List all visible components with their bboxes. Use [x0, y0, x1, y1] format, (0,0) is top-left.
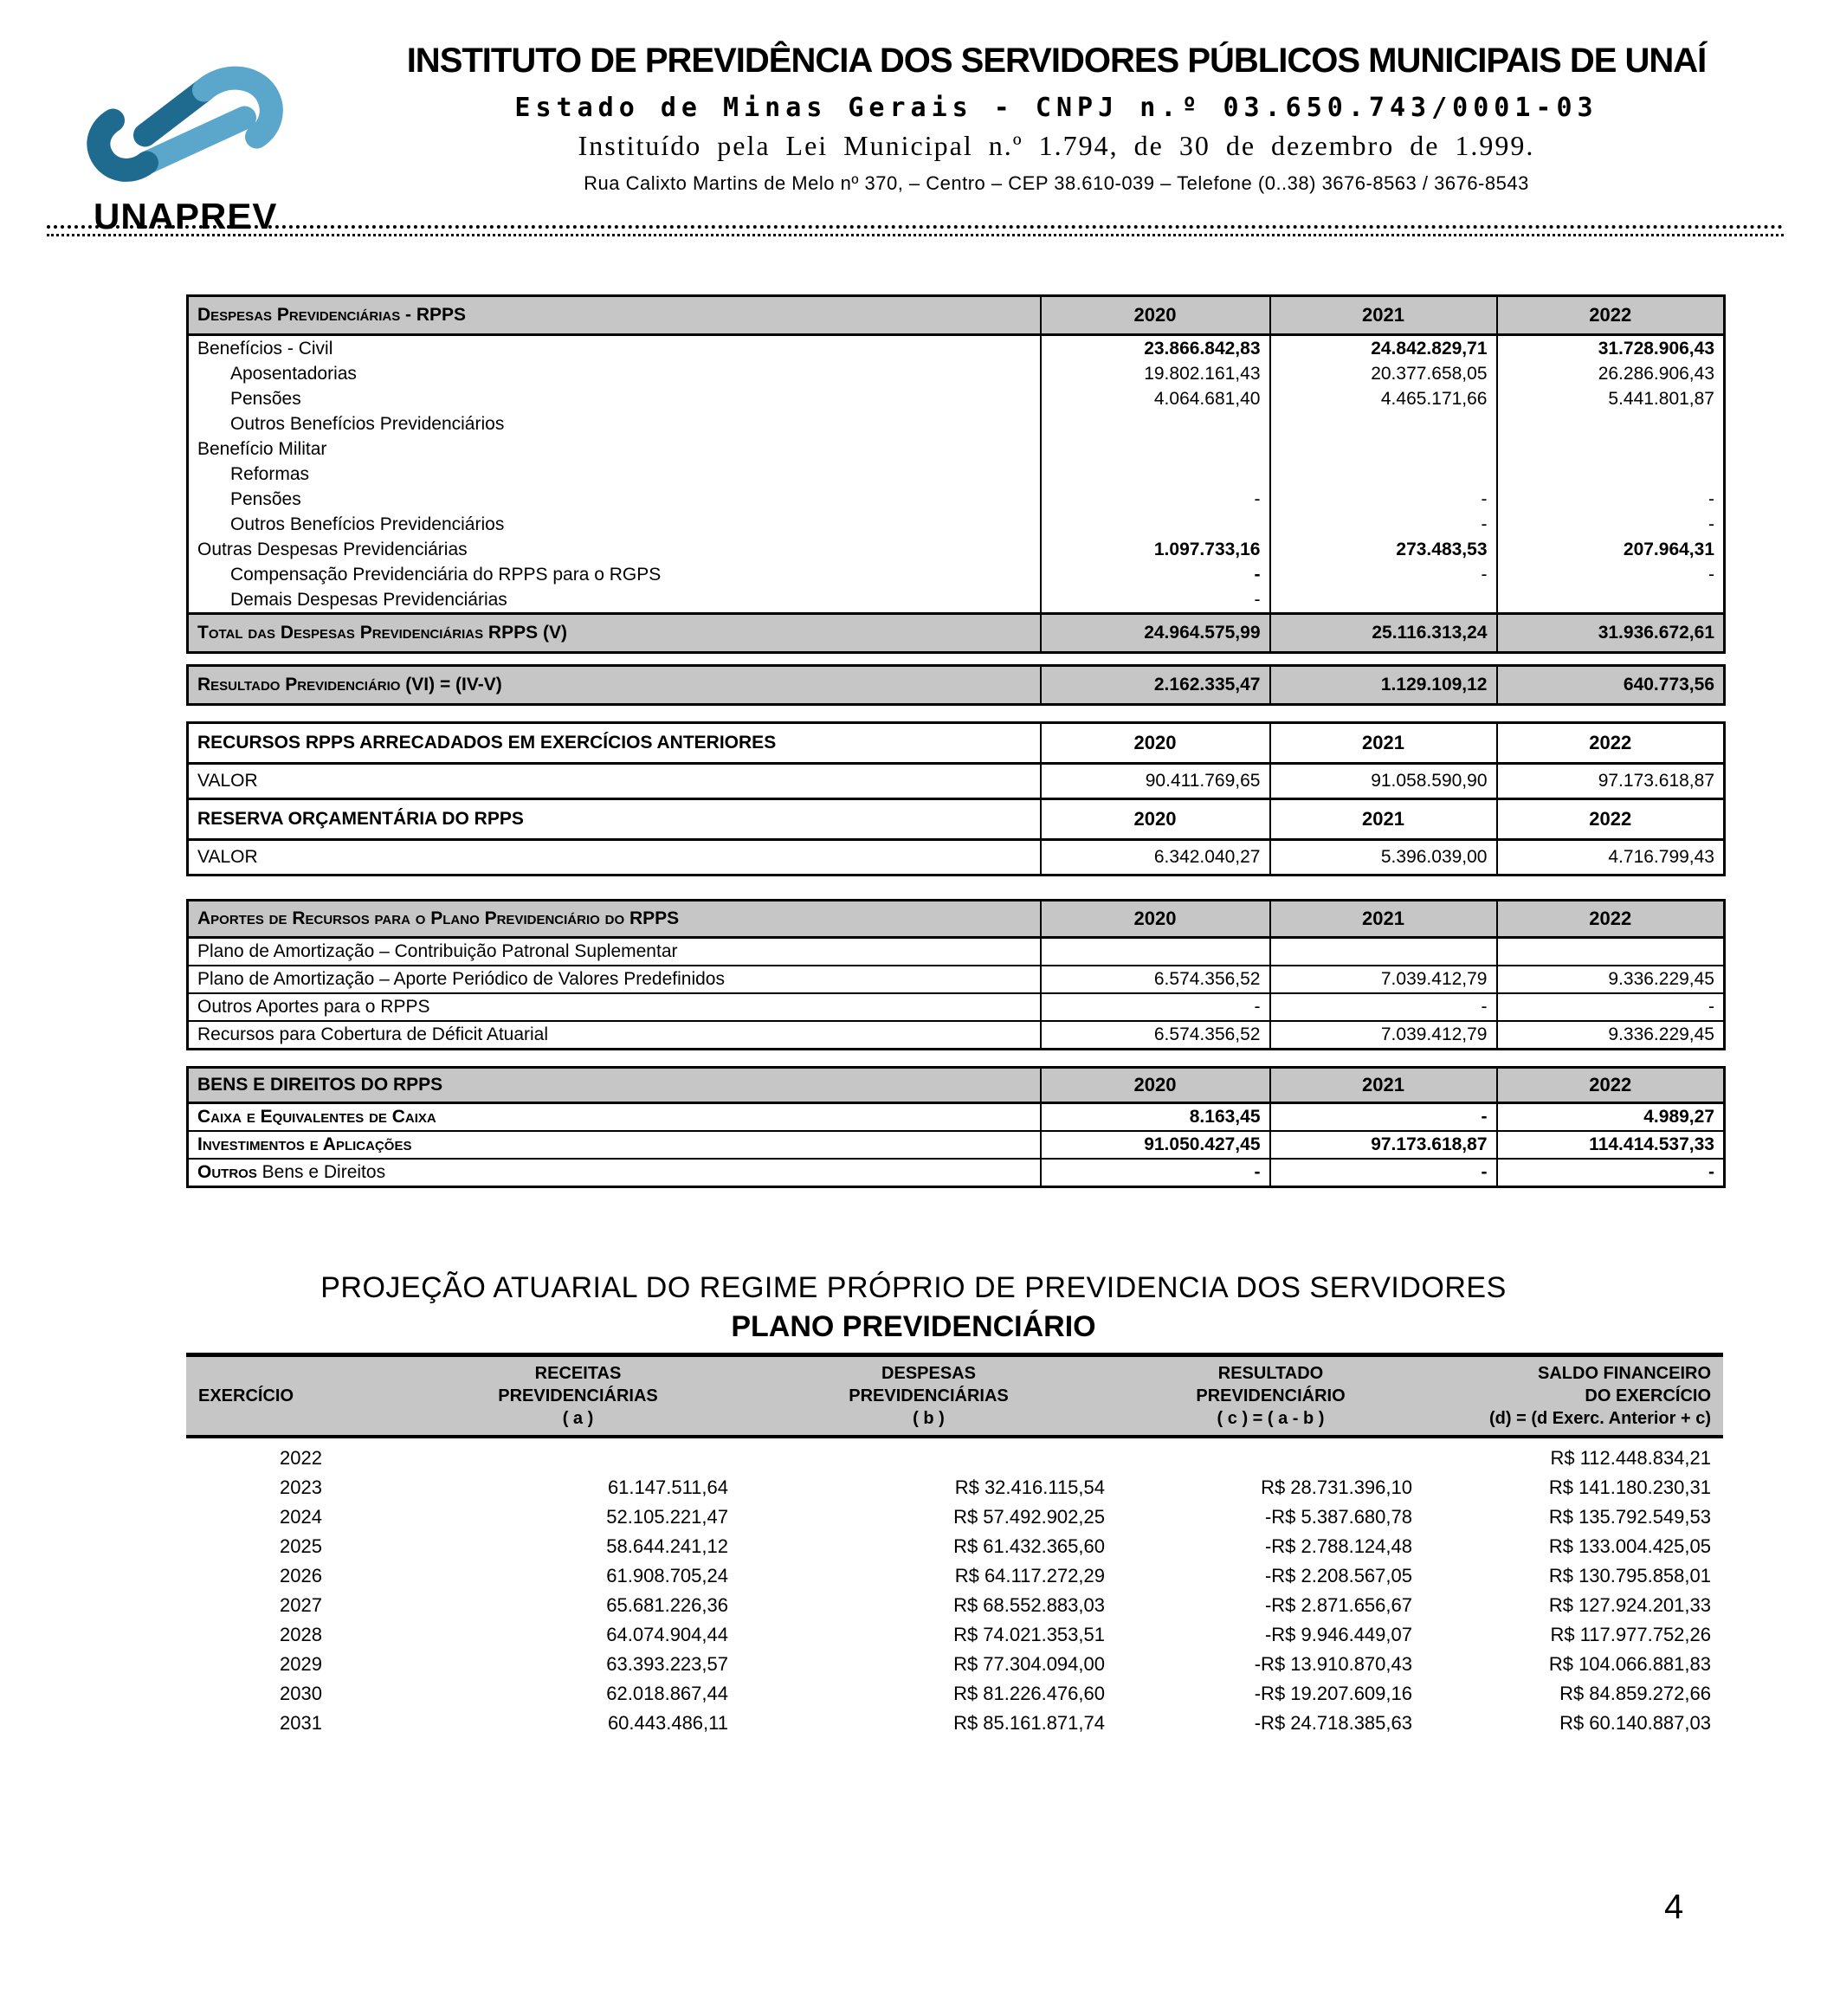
- despesas-cell: R$ 57.492.902,25: [953, 1506, 1105, 1528]
- org-name: INSTITUTO DE PREVIDÊNCIA DOS SERVIDORES PÚBLICOS MUNICIPAIS DE UNAÍ: [406, 42, 1707, 80]
- value-cell: 24.842.829,71: [1270, 335, 1497, 362]
- value-cell: 8.163,45: [1041, 1103, 1270, 1132]
- row-label: VALOR: [188, 764, 1041, 799]
- projection-title: PROJEÇÃO ATUARIAL DO REGIME PRÓPRIO DE PREVIDENCIA DOS SERVIDORES: [320, 1271, 1507, 1304]
- year-header: 2022: [1497, 799, 1725, 840]
- year-header: 2021: [1270, 296, 1497, 335]
- table-row: [188, 562, 1725, 587]
- value-cell: -: [1270, 512, 1497, 537]
- total-value: 24.964.575,99: [1041, 614, 1270, 653]
- table-title: BENS E DIREITOS DO RPPS: [188, 1068, 1041, 1103]
- receitas-cell: 62.018.867,44: [606, 1683, 728, 1704]
- value-cell: -: [1497, 487, 1725, 512]
- projection-row: [186, 1591, 1723, 1620]
- despesas-cell: R$ 61.432.365,60: [953, 1535, 1105, 1557]
- row-label: Plano de Amortização – Contribuição Patronal Suplementar: [188, 938, 1041, 966]
- table-header-row: [188, 799, 1725, 840]
- value-cell: [1041, 411, 1270, 436]
- value-cell: 5.441.801,87: [1497, 386, 1725, 411]
- header-line: ( b ): [913, 1409, 945, 1428]
- value-cell: -: [1497, 562, 1725, 587]
- despesas-cell: R$ 85.161.871,74: [953, 1712, 1105, 1734]
- projection-table: [186, 1353, 1723, 1738]
- year-cell: 2029: [280, 1653, 322, 1675]
- despesas-table: [186, 294, 1726, 654]
- state-cnpj-line: Estado de Minas Gerais - CNPJ n.º 03.650.743/0001-03: [514, 93, 1598, 123]
- col-header-resultado: [1117, 1355, 1424, 1438]
- row-label: Outros Benefícios Previdenciários: [188, 411, 1041, 436]
- table-row: [188, 462, 1725, 487]
- value-cell: [1270, 587, 1497, 614]
- value-cell: -: [1497, 993, 1725, 1021]
- total-label: Total das Despesas Previdenciárias RPPS (V): [188, 614, 1041, 653]
- table-row: [188, 386, 1725, 411]
- value-cell: 7.039.412,79: [1270, 1021, 1497, 1050]
- header-line: PREVIDENCIÁRIO: [1196, 1386, 1346, 1405]
- value-cell: 4.989,27: [1497, 1103, 1725, 1132]
- page-number: 4: [1664, 1888, 1684, 1926]
- projection-row: [186, 1437, 1723, 1473]
- year-cell: 2023: [280, 1476, 322, 1498]
- value-cell: 19.802.161,43: [1041, 361, 1270, 386]
- col-header-receitas: [416, 1355, 740, 1438]
- letterhead: [0, 0, 1827, 234]
- value-cell: 273.483,53: [1270, 537, 1497, 562]
- header-line: PREVIDENCIÁRIAS: [849, 1386, 1009, 1405]
- projection-row: [186, 1532, 1723, 1561]
- year-header: 2021: [1270, 799, 1497, 840]
- table-row: [188, 487, 1725, 512]
- despesas-cell: R$ 32.416.115,54: [954, 1476, 1105, 1498]
- resultado-cell: -R$ 24.718.385,63: [1254, 1712, 1412, 1734]
- table-title: Despesas Previdenciárias - RPPS: [188, 296, 1041, 335]
- table-header-row: [188, 901, 1725, 938]
- row-label: Aposentadorias: [188, 361, 1041, 386]
- value-cell: 31.728.906,43: [1497, 335, 1725, 362]
- value-cell: 26.286.906,43: [1497, 361, 1725, 386]
- row-label-smallcaps: Outros: [197, 1162, 257, 1182]
- value-cell: [1497, 436, 1725, 462]
- resultado-cell: -R$ 2.871.656,67: [1264, 1594, 1412, 1616]
- row-label: Pensões: [188, 386, 1041, 411]
- receitas-cell: 61.908.705,24: [606, 1565, 728, 1586]
- receitas-cell: 64.074.904,44: [606, 1624, 728, 1645]
- value-cell: 7.039.412,79: [1270, 966, 1497, 993]
- receitas-cell: 58.644.241,12: [606, 1535, 728, 1557]
- value-cell: -: [1270, 1103, 1497, 1132]
- value-cell: [1041, 938, 1270, 966]
- table-row: [188, 764, 1725, 799]
- value-cell: 90.411.769,65: [1041, 764, 1270, 799]
- year-cell: 2031: [280, 1712, 322, 1734]
- header-line: SALDO FINANCEIRO: [1538, 1364, 1711, 1383]
- resultado-table: [186, 664, 1726, 706]
- row-label: [188, 1159, 1041, 1187]
- logo-wordmark: UNAPREV: [94, 196, 278, 236]
- value-cell: 2.162.335,47: [1041, 666, 1270, 705]
- value-cell: 23.866.842,83: [1041, 335, 1270, 362]
- table-row: [188, 537, 1725, 562]
- year-header: 2021: [1270, 1068, 1497, 1103]
- row-label: Pensões: [188, 487, 1041, 512]
- value-cell: 97.173.618,87: [1270, 1131, 1497, 1159]
- law-line: Instituído pela Lei Municipal n.º 1.794, de 30 de dezembro de 1.999.: [578, 130, 1535, 161]
- year-header: 2022: [1497, 296, 1725, 335]
- row-label: Reformas: [188, 462, 1041, 487]
- table-title: RESERVA ORÇAMENTÁRIA DO RPPS: [188, 799, 1041, 840]
- header-line: PREVIDENCIÁRIAS: [498, 1386, 658, 1405]
- table-row: [188, 335, 1725, 362]
- row-label: Recursos para Cobertura de Déficit Atuarial: [188, 1021, 1041, 1050]
- year-header: 2021: [1270, 901, 1497, 938]
- value-cell: 5.396.039,00: [1270, 840, 1497, 876]
- receitas-cell: 61.147.511,64: [607, 1476, 728, 1498]
- header-line: ( c ) = ( a - b ): [1217, 1409, 1325, 1428]
- despesas-cell: [740, 1437, 1117, 1473]
- projection-row: [186, 1679, 1723, 1709]
- value-cell: [1041, 436, 1270, 462]
- value-cell: -: [1270, 487, 1497, 512]
- value-cell: 4.716.799,43: [1497, 840, 1725, 876]
- table-row: [188, 411, 1725, 436]
- resultado-cell: -R$ 19.207.609,16: [1254, 1683, 1412, 1704]
- receitas-cell: 65.681.226,36: [606, 1594, 728, 1616]
- value-cell: [1497, 587, 1725, 614]
- row-label: Compensação Previdenciária do RPPS para o RGPS: [188, 562, 1041, 587]
- value-cell: [1270, 411, 1497, 436]
- year-header: 2020: [1041, 901, 1270, 938]
- saldo-cell: R$ 84.859.272,66: [1559, 1683, 1711, 1704]
- header-line: ( a ): [562, 1409, 594, 1428]
- year-header: 2022: [1497, 1068, 1725, 1103]
- resultado-cell: -R$ 2.788.124,48: [1264, 1535, 1412, 1557]
- saldo-cell: R$ 112.448.834,21: [1550, 1447, 1711, 1469]
- saldo-cell: R$ 130.795.858,01: [1548, 1565, 1711, 1586]
- despesas-cell: R$ 81.226.476,60: [953, 1683, 1105, 1704]
- row-label: Benefício Militar: [188, 436, 1041, 462]
- value-cell: 9.336.229,45: [1497, 966, 1725, 993]
- recursos-reserva-table: [186, 721, 1726, 876]
- unaprev-logo-icon: [82, 59, 294, 197]
- row-label: Outros Benefícios Previdenciários: [188, 512, 1041, 537]
- year-header: 2022: [1497, 723, 1725, 764]
- value-cell: -: [1041, 587, 1270, 614]
- value-cell: 20.377.658,05: [1270, 361, 1497, 386]
- value-cell: -: [1270, 1159, 1497, 1187]
- value-cell: [1270, 462, 1497, 487]
- col-header-exercicio: EXERCÍCIO: [186, 1355, 416, 1438]
- row-label: Caixa e Equivalentes de Caixa: [188, 1103, 1041, 1132]
- letterhead-text: [372, 42, 1740, 195]
- table-row: [188, 1103, 1725, 1132]
- table-row: [188, 1021, 1725, 1050]
- value-cell: [1041, 512, 1270, 537]
- saldo-cell: R$ 104.066.881,83: [1548, 1653, 1711, 1675]
- table-row: [188, 840, 1725, 876]
- aportes-table: [186, 899, 1726, 1050]
- value-cell: [1270, 938, 1497, 966]
- value-cell: 207.964,31: [1497, 537, 1725, 562]
- row-label: Resultado Previdenciário (VI) = (IV-V): [188, 666, 1041, 705]
- value-cell: 91.050.427,45: [1041, 1131, 1270, 1159]
- header-line: RESULTADO: [1217, 1364, 1324, 1383]
- receitas-cell: 60.443.486,11: [607, 1712, 728, 1734]
- total-row: [188, 614, 1725, 653]
- projection-row: [186, 1650, 1723, 1679]
- table-row: [188, 1131, 1725, 1159]
- bens-direitos-table: [186, 1066, 1726, 1188]
- value-cell: [1497, 938, 1725, 966]
- projection-row: [186, 1709, 1723, 1738]
- row-label: Benefícios - Civil: [188, 335, 1041, 362]
- value-cell: 97.173.618,87: [1497, 764, 1725, 799]
- resultado-cell: -R$ 9.946.449,07: [1264, 1624, 1412, 1645]
- table-row: [188, 436, 1725, 462]
- year-header: 2022: [1497, 901, 1725, 938]
- year-cell: 2022: [280, 1447, 322, 1469]
- receitas-cell: 63.393.223,57: [606, 1653, 728, 1675]
- resultado-cell: -R$ 5.387.680,78: [1264, 1506, 1412, 1528]
- address-line: Rua Calixto Martins de Melo nº 370, – Centro – CEP 38.610-039 – Telefone (0..38) 3676-8563 / 3676-8543: [584, 172, 1529, 194]
- value-cell: 4.064.681,40: [1041, 386, 1270, 411]
- header-line: RECEITAS: [534, 1364, 622, 1383]
- year-cell: 2030: [280, 1683, 322, 1704]
- value-cell: [1041, 462, 1270, 487]
- row-label-rest: Bens e Direitos: [256, 1162, 386, 1182]
- projection-row: [186, 1502, 1723, 1532]
- saldo-cell: R$ 117.977.752,26: [1550, 1624, 1711, 1645]
- value-cell: 91.058.590,90: [1270, 764, 1497, 799]
- projection-row: [186, 1620, 1723, 1650]
- value-cell: -: [1041, 562, 1270, 587]
- year-cell: 2026: [280, 1565, 322, 1586]
- row-label: Investimentos e Aplicações: [188, 1131, 1041, 1159]
- table-row: [188, 666, 1725, 705]
- year-header: 2020: [1041, 799, 1270, 840]
- resultado-cell: -R$ 2.208.567,05: [1264, 1565, 1412, 1586]
- despesas-cell: R$ 77.304.094,00: [953, 1653, 1105, 1675]
- year-header: 2020: [1041, 296, 1270, 335]
- value-cell: [1497, 462, 1725, 487]
- col-header-saldo: [1424, 1355, 1723, 1438]
- dotted-separator: [47, 225, 1784, 236]
- table-row: [188, 512, 1725, 537]
- despesas-cell: R$ 74.021.353,51: [953, 1624, 1105, 1645]
- despesas-cell: R$ 68.552.883,03: [953, 1594, 1105, 1616]
- value-cell: 1.097.733,16: [1041, 537, 1270, 562]
- value-cell: 1.129.109,12: [1270, 666, 1497, 705]
- resultado-cell: [1117, 1437, 1424, 1473]
- col-header-despesas: [740, 1355, 1117, 1438]
- table-title: Aportes de Recursos para o Plano Previdenciário do RPPS: [188, 901, 1041, 938]
- row-label: Plano de Amortização – Aporte Periódico de Valores Predefinidos: [188, 966, 1041, 993]
- year-header: 2020: [1041, 723, 1270, 764]
- value-cell: [1270, 436, 1497, 462]
- projection-row: [186, 1473, 1723, 1502]
- resultado-cell: -R$ 13.910.870,43: [1254, 1653, 1412, 1675]
- row-label: Demais Despesas Previdenciárias: [188, 587, 1041, 614]
- table-row: [188, 938, 1725, 966]
- saldo-cell: R$ 60.140.887,03: [1559, 1712, 1711, 1734]
- row-label: Outras Despesas Previdenciárias: [188, 537, 1041, 562]
- year-header: 2021: [1270, 723, 1497, 764]
- year-header: 2020: [1041, 1068, 1270, 1103]
- table-row: [188, 993, 1725, 1021]
- value-cell: -: [1497, 1159, 1725, 1187]
- resultado-cell: R$ 28.731.396,10: [1261, 1476, 1412, 1498]
- receitas-cell: [416, 1437, 740, 1473]
- saldo-cell: R$ 133.004.425,05: [1548, 1535, 1711, 1557]
- table-title: RECURSOS RPPS ARRECADADOS EM EXERCÍCIOS ANTERIORES: [188, 723, 1041, 764]
- header-line: DO EXERCÍCIO: [1585, 1386, 1711, 1405]
- value-cell: 6.342.040,27: [1041, 840, 1270, 876]
- value-cell: 114.414.537,33: [1497, 1131, 1725, 1159]
- header-line: DESPESAS: [881, 1364, 976, 1383]
- table-row: [188, 1159, 1725, 1187]
- projection-subtitle: PLANO PREVIDENCIÁRIO: [731, 1310, 1096, 1343]
- total-value: 25.116.313,24: [1270, 614, 1497, 653]
- projection-header-row: [186, 1355, 1723, 1438]
- header-line: (d) = (d Exerc. Anterior + c): [1489, 1409, 1711, 1428]
- year-cell: 2025: [280, 1535, 322, 1557]
- table-row: [188, 361, 1725, 386]
- year-cell: 2028: [280, 1624, 322, 1645]
- value-cell: 4.465.171,66: [1270, 386, 1497, 411]
- row-label: Outros Aportes para o RPPS: [188, 993, 1041, 1021]
- value-cell: -: [1270, 993, 1497, 1021]
- value-cell: -: [1041, 1159, 1270, 1187]
- value-cell: 9.336.229,45: [1497, 1021, 1725, 1050]
- value-cell: -: [1497, 512, 1725, 537]
- value-cell: [1497, 411, 1725, 436]
- value-cell: 640.773,56: [1497, 666, 1725, 705]
- value-cell: -: [1041, 993, 1270, 1021]
- value-cell: 6.574.356,52: [1041, 1021, 1270, 1050]
- value-cell: 6.574.356,52: [1041, 966, 1270, 993]
- row-label: VALOR: [188, 840, 1041, 876]
- table-row: [188, 966, 1725, 993]
- saldo-cell: R$ 135.792.549,53: [1548, 1506, 1711, 1528]
- table-header-row: [188, 296, 1725, 335]
- total-value: 31.936.672,61: [1497, 614, 1725, 653]
- table-header-row: [188, 1068, 1725, 1103]
- value-cell: -: [1041, 487, 1270, 512]
- year-cell: 2027: [280, 1594, 322, 1616]
- saldo-cell: R$ 141.180.230,31: [1548, 1476, 1711, 1498]
- saldo-cell: R$ 127.924.201,33: [1548, 1594, 1711, 1616]
- table-header-row: [188, 723, 1725, 764]
- despesas-cell: R$ 64.117.272,29: [954, 1565, 1105, 1586]
- value-cell: -: [1270, 562, 1497, 587]
- table-row: [188, 587, 1725, 614]
- year-cell: 2024: [280, 1506, 322, 1528]
- receitas-cell: 52.105.221,47: [606, 1506, 728, 1528]
- projection-row: [186, 1561, 1723, 1591]
